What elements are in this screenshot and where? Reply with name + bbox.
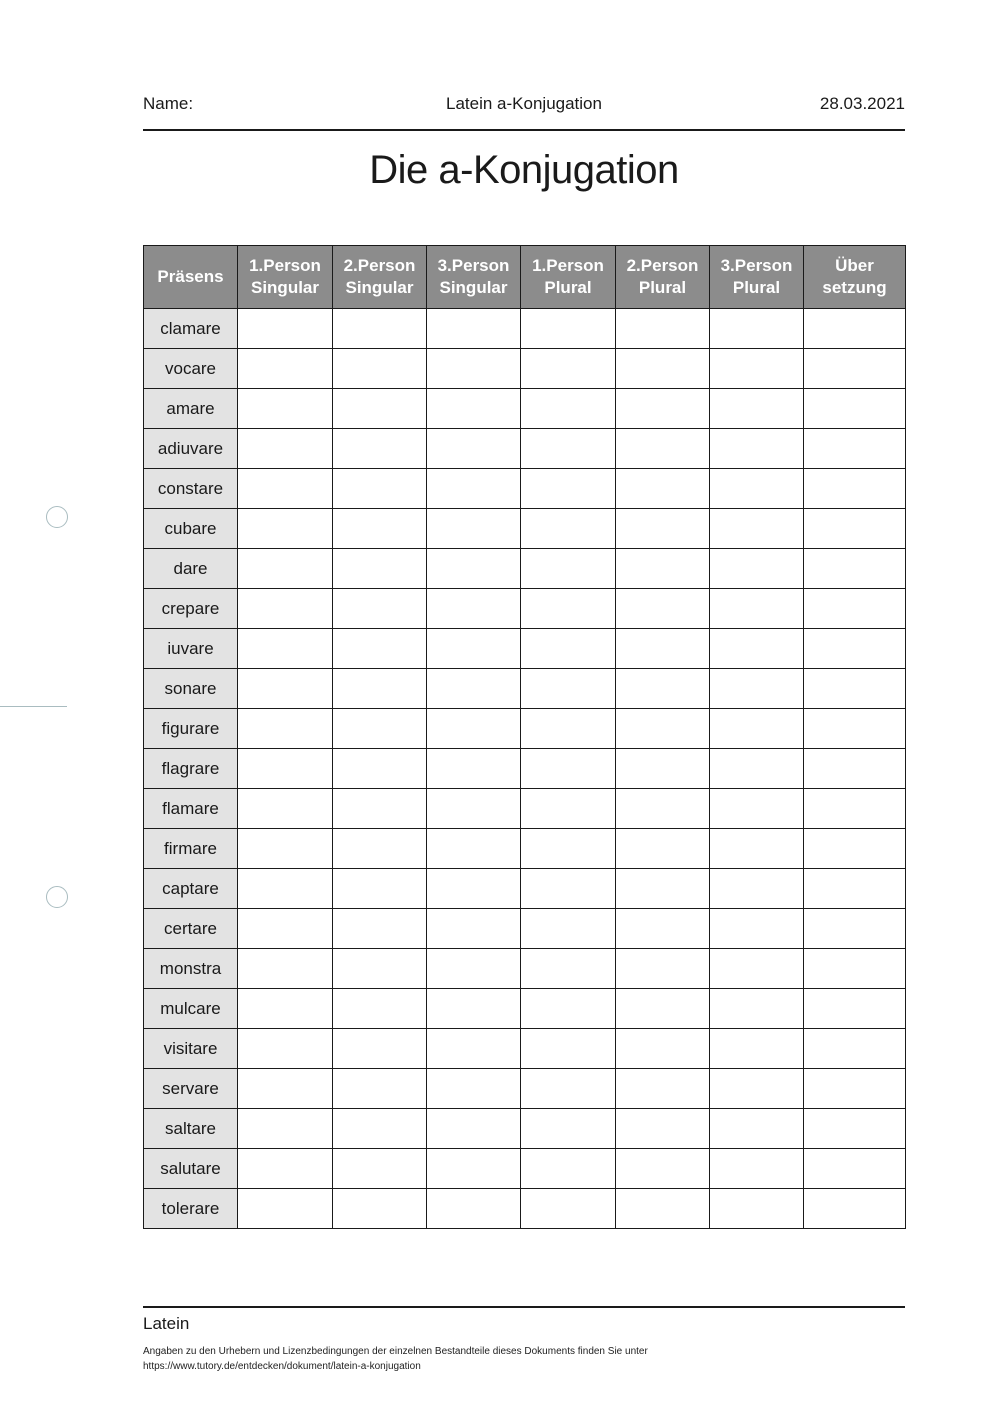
answer-cell[interactable] — [427, 1029, 521, 1069]
verb-cell: sonare — [144, 669, 238, 709]
table-row — [144, 589, 906, 629]
answer-cell[interactable] — [710, 1109, 804, 1149]
answer-cell[interactable] — [333, 389, 427, 429]
answer-cell[interactable] — [804, 989, 906, 1029]
answer-cell[interactable] — [238, 909, 333, 949]
answer-cell[interactable] — [710, 1149, 804, 1189]
table-row — [144, 909, 906, 949]
verb-cell: tolerare — [144, 1189, 238, 1229]
table-row — [144, 669, 906, 709]
column-header-line: Plural — [638, 278, 687, 297]
answer-cell[interactable] — [333, 909, 427, 949]
footer-license-note — [143, 1344, 843, 1374]
answer-cell[interactable] — [616, 1109, 710, 1149]
answer-cell[interactable] — [333, 349, 427, 389]
verb-cell: firmare — [144, 829, 238, 869]
answer-cell[interactable] — [616, 1029, 710, 1069]
answer-cell[interactable] — [804, 749, 906, 789]
answer-cell[interactable] — [804, 789, 906, 829]
answer-cell[interactable] — [521, 909, 616, 949]
answer-cell[interactable] — [521, 429, 616, 469]
answer-cell[interactable] — [238, 829, 333, 869]
answer-cell[interactable] — [710, 789, 804, 829]
answer-cell[interactable] — [238, 1109, 333, 1149]
answer-cell[interactable] — [333, 789, 427, 829]
answer-cell[interactable] — [238, 669, 333, 709]
answer-cell[interactable] — [710, 629, 804, 669]
answer-cell[interactable] — [521, 629, 616, 669]
table-row — [144, 709, 906, 749]
answer-cell[interactable] — [710, 309, 804, 349]
column-header-line: Singular — [345, 278, 414, 297]
column-header-line: 2.Person — [343, 256, 416, 275]
answer-cell[interactable] — [238, 389, 333, 429]
answer-cell[interactable] — [427, 1189, 521, 1229]
table-header-row — [144, 246, 906, 309]
conjugation-table — [143, 245, 906, 1229]
answer-cell[interactable] — [710, 389, 804, 429]
answer-cell[interactable] — [238, 1149, 333, 1189]
answer-cell[interactable] — [710, 429, 804, 469]
answer-cell[interactable] — [427, 669, 521, 709]
name-label: Name: — [143, 94, 194, 113]
answer-cell[interactable] — [333, 469, 427, 509]
answer-cell[interactable] — [238, 749, 333, 789]
answer-cell[interactable] — [804, 1109, 906, 1149]
answer-cell[interactable] — [427, 1149, 521, 1189]
fold-mark — [0, 706, 67, 707]
answer-cell[interactable] — [616, 509, 710, 549]
answer-cell[interactable] — [710, 1029, 804, 1069]
column-header — [521, 246, 616, 309]
verb-cell: dare — [144, 549, 238, 589]
table-row — [144, 1149, 906, 1189]
verb-cell: flamare — [144, 789, 238, 829]
answer-cell[interactable] — [616, 589, 710, 629]
answer-cell[interactable] — [333, 1189, 427, 1229]
answer-cell[interactable] — [616, 829, 710, 869]
answer-cell[interactable] — [427, 989, 521, 1029]
column-header-line: Plural — [732, 278, 781, 297]
answer-cell[interactable] — [616, 389, 710, 429]
answer-cell[interactable] — [238, 469, 333, 509]
answer-cell[interactable] — [333, 309, 427, 349]
answer-cell[interactable] — [521, 349, 616, 389]
answer-cell[interactable] — [616, 909, 710, 949]
answer-cell[interactable] — [804, 349, 906, 389]
answer-cell[interactable] — [333, 829, 427, 869]
page-header — [143, 94, 905, 120]
column-header-line: Singular — [250, 278, 319, 297]
column-header-line: 1.Person — [249, 256, 321, 275]
answer-cell[interactable] — [804, 1029, 906, 1069]
answer-cell[interactable] — [427, 749, 521, 789]
answer-cell[interactable] — [521, 789, 616, 829]
answer-cell[interactable] — [616, 349, 710, 389]
verb-cell: figurare — [144, 709, 238, 749]
verb-cell: adiuvare — [144, 429, 238, 469]
answer-cell[interactable] — [616, 949, 710, 989]
table-row — [144, 309, 906, 349]
answer-cell[interactable] — [710, 469, 804, 509]
answer-cell[interactable] — [804, 389, 906, 429]
answer-cell[interactable] — [710, 949, 804, 989]
answer-cell[interactable] — [427, 869, 521, 909]
verb-cell: mulcare — [144, 989, 238, 1029]
table-row — [144, 749, 906, 789]
answer-cell[interactable] — [710, 829, 804, 869]
answer-cell[interactable] — [616, 1149, 710, 1189]
answer-cell[interactable] — [710, 909, 804, 949]
answer-cell[interactable] — [804, 309, 906, 349]
table-row — [144, 1029, 906, 1069]
answer-cell[interactable] — [710, 1069, 804, 1109]
answer-cell[interactable] — [427, 429, 521, 469]
column-header — [238, 246, 333, 309]
footer-note-line: Angaben zu den Urhebern und Lizenzbedingungen der einzelnen Bestandteile dieses Dokuments finden Sie unter — [143, 1346, 648, 1357]
answer-cell[interactable] — [521, 1069, 616, 1109]
answer-cell[interactable] — [333, 869, 427, 909]
column-header — [427, 246, 521, 309]
answer-cell[interactable] — [616, 469, 710, 509]
answer-cell[interactable] — [333, 629, 427, 669]
answer-cell[interactable] — [521, 1149, 616, 1189]
answer-cell[interactable] — [804, 829, 906, 869]
answer-cell[interactable] — [521, 589, 616, 629]
answer-cell[interactable] — [427, 829, 521, 869]
table-row — [144, 469, 906, 509]
answer-cell[interactable] — [333, 509, 427, 549]
answer-cell[interactable] — [804, 589, 906, 629]
answer-cell[interactable] — [804, 509, 906, 549]
answer-cell[interactable] — [616, 749, 710, 789]
table-body — [144, 309, 906, 1229]
answer-cell[interactable] — [804, 429, 906, 469]
answer-cell[interactable] — [804, 949, 906, 989]
verb-cell: saltare — [144, 1109, 238, 1149]
answer-cell[interactable] — [521, 869, 616, 909]
answer-cell[interactable] — [427, 389, 521, 429]
verb-cell: captare — [144, 869, 238, 909]
answer-cell[interactable] — [333, 949, 427, 989]
column-header — [333, 246, 427, 309]
answer-cell[interactable] — [521, 469, 616, 509]
answer-cell[interactable] — [710, 709, 804, 749]
answer-cell[interactable] — [427, 549, 521, 589]
verb-cell: salutare — [144, 1149, 238, 1189]
answer-cell[interactable] — [238, 709, 333, 749]
answer-cell[interactable] — [710, 869, 804, 909]
verb-cell: crepare — [144, 589, 238, 629]
table-row — [144, 349, 906, 389]
answer-cell[interactable] — [804, 629, 906, 669]
table-row — [144, 1189, 906, 1229]
answer-cell[interactable] — [616, 989, 710, 1029]
table-row — [144, 789, 906, 829]
answer-cell[interactable] — [238, 1029, 333, 1069]
answer-cell[interactable] — [238, 629, 333, 669]
verb-cell: clamare — [144, 309, 238, 349]
answer-cell[interactable] — [238, 429, 333, 469]
verb-cell: amare — [144, 389, 238, 429]
footer-divider — [143, 1306, 905, 1308]
table-row — [144, 1109, 906, 1149]
answer-cell[interactable] — [804, 909, 906, 949]
answer-cell[interactable] — [710, 1189, 804, 1229]
answer-cell[interactable] — [710, 749, 804, 789]
table-row — [144, 989, 906, 1029]
answer-cell[interactable] — [427, 309, 521, 349]
answer-cell[interactable] — [710, 669, 804, 709]
answer-cell[interactable] — [427, 949, 521, 989]
punch-hole-bottom — [46, 886, 68, 908]
answer-cell[interactable] — [521, 389, 616, 429]
column-header-line: 1.Person — [532, 256, 604, 275]
answer-cell[interactable] — [521, 1029, 616, 1069]
answer-cell[interactable] — [427, 509, 521, 549]
verb-cell: certare — [144, 909, 238, 949]
answer-cell[interactable] — [333, 1149, 427, 1189]
answer-cell[interactable] — [804, 1069, 906, 1109]
answer-cell[interactable] — [333, 429, 427, 469]
page-title: Die a-Konjugation — [369, 148, 679, 192]
answer-cell[interactable] — [238, 869, 333, 909]
answer-cell[interactable] — [616, 429, 710, 469]
answer-cell[interactable] — [710, 989, 804, 1029]
answer-cell[interactable] — [427, 469, 521, 509]
column-header — [144, 246, 238, 309]
column-header — [616, 246, 710, 309]
answer-cell[interactable] — [804, 709, 906, 749]
verb-cell: constare — [144, 469, 238, 509]
answer-cell[interactable] — [238, 989, 333, 1029]
answer-cell[interactable] — [804, 1189, 906, 1229]
answer-cell[interactable] — [238, 1189, 333, 1229]
answer-cell[interactable] — [521, 309, 616, 349]
verb-cell: visitare — [144, 1029, 238, 1069]
header-subject: Latein a-Konjugation — [446, 94, 602, 113]
answer-cell[interactable] — [521, 829, 616, 869]
answer-cell[interactable] — [804, 1149, 906, 1189]
answer-cell[interactable] — [333, 1109, 427, 1149]
answer-cell[interactable] — [238, 1069, 333, 1109]
table-row — [144, 389, 906, 429]
table-row — [144, 629, 906, 669]
answer-cell[interactable] — [238, 309, 333, 349]
answer-cell[interactable] — [333, 709, 427, 749]
answer-cell[interactable] — [521, 709, 616, 749]
answer-cell[interactable] — [427, 909, 521, 949]
answer-cell[interactable] — [710, 589, 804, 629]
answer-cell[interactable] — [333, 749, 427, 789]
answer-cell[interactable] — [238, 509, 333, 549]
verb-cell: vocare — [144, 349, 238, 389]
table-row — [144, 509, 906, 549]
column-header-line: 3.Person — [720, 256, 793, 275]
column-header-line: 3.Person — [437, 256, 510, 275]
verb-cell: servare — [144, 1069, 238, 1109]
answer-cell[interactable] — [804, 469, 906, 509]
answer-cell[interactable] — [521, 749, 616, 789]
table-row — [144, 429, 906, 469]
answer-cell[interactable] — [427, 709, 521, 749]
answer-cell[interactable] — [333, 669, 427, 709]
answer-cell[interactable] — [521, 1109, 616, 1149]
answer-cell[interactable] — [521, 1189, 616, 1229]
table-row — [144, 1069, 906, 1109]
answer-cell[interactable] — [710, 349, 804, 389]
answer-cell[interactable] — [333, 589, 427, 629]
punch-hole-top — [46, 506, 68, 528]
answer-cell[interactable] — [616, 709, 710, 749]
answer-cell[interactable] — [521, 989, 616, 1029]
answer-cell[interactable] — [427, 589, 521, 629]
answer-cell[interactable] — [333, 1029, 427, 1069]
answer-cell[interactable] — [427, 1109, 521, 1149]
answer-cell[interactable] — [804, 549, 906, 589]
verb-cell: iuvare — [144, 629, 238, 669]
answer-cell[interactable] — [616, 869, 710, 909]
footer-subject: Latein — [143, 1314, 190, 1333]
answer-cell[interactable] — [616, 549, 710, 589]
answer-cell[interactable] — [616, 629, 710, 669]
answer-cell[interactable] — [616, 669, 710, 709]
column-header-line: Präsens — [157, 267, 224, 286]
answer-cell[interactable] — [710, 509, 804, 549]
answer-cell[interactable] — [427, 789, 521, 829]
answer-cell[interactable] — [710, 549, 804, 589]
answer-cell[interactable] — [238, 949, 333, 989]
column-header-line: Über — [835, 256, 874, 275]
column-header — [710, 246, 804, 309]
answer-cell[interactable] — [804, 869, 906, 909]
footer-note-url: https://www.tutory.de/entdecken/dokument/latein-a-konjugation — [143, 1361, 421, 1372]
answer-cell[interactable] — [238, 589, 333, 629]
table-row — [144, 949, 906, 989]
header-divider — [143, 129, 905, 131]
answer-cell[interactable] — [427, 1069, 521, 1109]
answer-cell[interactable] — [427, 349, 521, 389]
column-header-line: Plural — [544, 278, 592, 297]
verb-cell: cubare — [144, 509, 238, 549]
table-row — [144, 829, 906, 869]
verb-cell: flagrare — [144, 749, 238, 789]
answer-cell[interactable] — [238, 549, 333, 589]
table-row — [144, 549, 906, 589]
header-date: 28.03.2021 — [819, 94, 905, 113]
column-header-line: Singular — [439, 278, 508, 297]
answer-cell[interactable] — [616, 1189, 710, 1229]
verb-cell: monstra — [144, 949, 238, 989]
answer-cell[interactable] — [616, 789, 710, 829]
answer-cell[interactable] — [521, 509, 616, 549]
answer-cell[interactable] — [238, 349, 333, 389]
answer-cell[interactable] — [427, 629, 521, 669]
answer-cell[interactable] — [521, 549, 616, 589]
answer-cell[interactable] — [521, 949, 616, 989]
answer-cell[interactable] — [333, 989, 427, 1029]
column-header — [804, 246, 906, 309]
column-header-line: 2.Person — [626, 256, 699, 275]
answer-cell[interactable] — [616, 309, 710, 349]
answer-cell[interactable] — [333, 549, 427, 589]
answer-cell[interactable] — [804, 669, 906, 709]
answer-cell[interactable] — [238, 789, 333, 829]
answer-cell[interactable] — [521, 669, 616, 709]
column-header-line: setzung — [822, 278, 887, 297]
answer-cell[interactable] — [333, 1069, 427, 1109]
table-row — [144, 869, 906, 909]
answer-cell[interactable] — [616, 1069, 710, 1109]
